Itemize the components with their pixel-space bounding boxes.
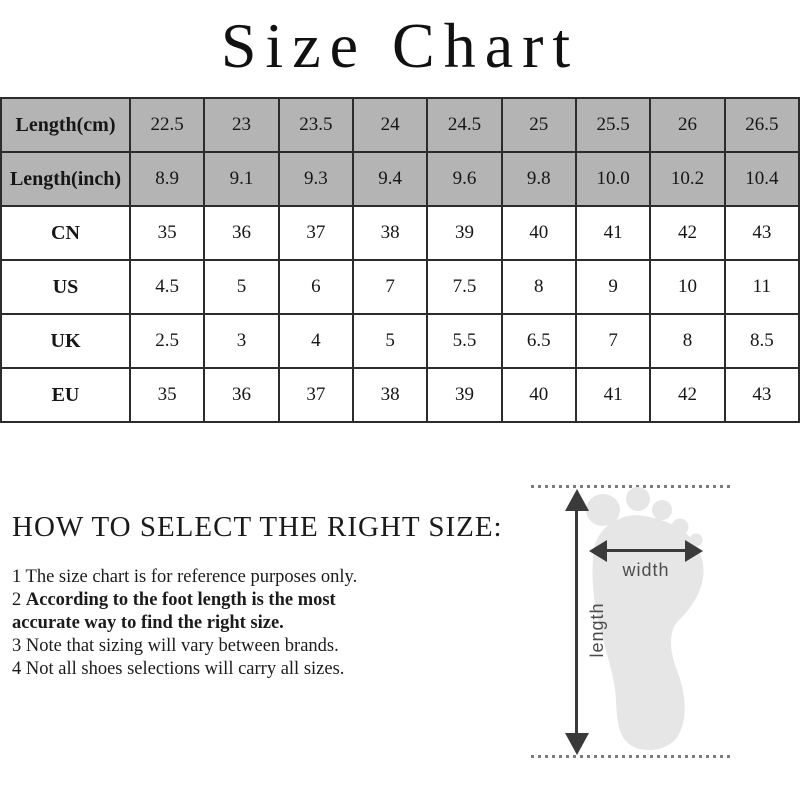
size-value-cell: 11 xyxy=(725,260,799,314)
size-value-cell: 36 xyxy=(204,206,278,260)
size-value-cell: 25 xyxy=(502,98,576,152)
size-value-cell: 24 xyxy=(353,98,427,152)
size-value-cell: 37 xyxy=(279,206,353,260)
size-value-cell: 5 xyxy=(204,260,278,314)
size-value-cell: 7.5 xyxy=(427,260,501,314)
note-number: 1 xyxy=(12,567,26,587)
size-value-cell: 39 xyxy=(427,206,501,260)
size-value-cell: 25.5 xyxy=(576,98,650,152)
size-value-cell: 35 xyxy=(130,206,204,260)
size-value-cell: 6.5 xyxy=(502,314,576,368)
note-line xyxy=(12,566,432,589)
note-text: According to the foot length is the most xyxy=(25,590,336,610)
size-value-cell: 41 xyxy=(576,368,650,422)
size-value-cell: 6 xyxy=(279,260,353,314)
size-value-cell: 9.6 xyxy=(427,152,501,206)
length-label: length xyxy=(587,602,607,658)
size-value-cell: 7 xyxy=(353,260,427,314)
size-value-cell: 10 xyxy=(650,260,724,314)
size-table xyxy=(0,97,800,423)
row-label-cell: UK xyxy=(1,314,130,368)
size-value-cell: 40 xyxy=(502,206,576,260)
size-value-cell: 9 xyxy=(576,260,650,314)
size-value-cell: 38 xyxy=(353,368,427,422)
row-label-cell: EU xyxy=(1,368,130,422)
note-number: 4 xyxy=(12,659,26,679)
guide-notes xyxy=(12,566,432,681)
guide-heading: HOW TO SELECT THE RIGHT SIZE: xyxy=(12,511,503,543)
size-value-cell: 9.3 xyxy=(279,152,353,206)
size-value-cell: 23 xyxy=(204,98,278,152)
row-label-cell: Length(inch) xyxy=(1,152,130,206)
row-label-cell: CN xyxy=(1,206,130,260)
size-value-cell: 26.5 xyxy=(725,98,799,152)
note-line xyxy=(12,589,432,612)
note-line xyxy=(12,612,432,635)
arrow-head-down xyxy=(565,733,589,755)
size-value-cell: 40 xyxy=(502,368,576,422)
width-arrow-icon xyxy=(589,540,703,562)
size-value-cell: 23.5 xyxy=(279,98,353,152)
size-value-cell: 8 xyxy=(502,260,576,314)
size-value-cell: 10.2 xyxy=(650,152,724,206)
size-table-body xyxy=(1,98,799,422)
size-value-cell: 10.4 xyxy=(725,152,799,206)
row-label-cell: US xyxy=(1,260,130,314)
arrow-head-right xyxy=(685,540,703,562)
size-value-cell: 7 xyxy=(576,314,650,368)
size-value-cell: 9.8 xyxy=(502,152,576,206)
size-value-cell: 22.5 xyxy=(130,98,204,152)
size-value-cell: 9.4 xyxy=(353,152,427,206)
size-value-cell: 10.0 xyxy=(576,152,650,206)
note-text: accurate way to find the right size. xyxy=(12,613,284,633)
note-text: The size chart is for reference purposes only. xyxy=(25,567,358,587)
size-value-cell: 24.5 xyxy=(427,98,501,152)
size-value-cell: 8.9 xyxy=(130,152,204,206)
arrow-shaft-vertical xyxy=(575,505,578,739)
size-value-cell: 42 xyxy=(650,206,724,260)
note-text: Note that sizing will vary between brands. xyxy=(25,636,339,656)
note-line xyxy=(12,635,432,658)
size-value-cell: 43 xyxy=(725,368,799,422)
size-value-cell: 8.5 xyxy=(725,314,799,368)
size-value-cell: 5.5 xyxy=(427,314,501,368)
size-value-cell: 3 xyxy=(204,314,278,368)
table-row xyxy=(1,368,799,422)
length-arrow-icon xyxy=(565,489,589,755)
size-value-cell: 37 xyxy=(279,368,353,422)
size-value-cell: 41 xyxy=(576,206,650,260)
table-row xyxy=(1,314,799,368)
table-row xyxy=(1,98,799,152)
size-value-cell: 4.5 xyxy=(130,260,204,314)
size-value-cell: 8 xyxy=(650,314,724,368)
size-value-cell: 42 xyxy=(650,368,724,422)
size-value-cell: 2.5 xyxy=(130,314,204,368)
arrow-shaft-horizontal xyxy=(603,549,689,552)
size-value-cell: 5 xyxy=(353,314,427,368)
size-value-cell: 35 xyxy=(130,368,204,422)
note-number: 3 xyxy=(12,636,26,656)
table-row xyxy=(1,206,799,260)
note-number: 2 xyxy=(12,590,26,610)
size-value-cell: 26 xyxy=(650,98,724,152)
size-value-cell: 39 xyxy=(427,368,501,422)
size-value-cell: 4 xyxy=(279,314,353,368)
note-line xyxy=(12,658,432,681)
table-row xyxy=(1,260,799,314)
table-row xyxy=(1,152,799,206)
note-text: Not all shoes selections will carry all sizes. xyxy=(25,659,345,679)
width-label: width xyxy=(622,560,670,580)
size-value-cell: 38 xyxy=(353,206,427,260)
row-label-cell: Length(cm) xyxy=(1,98,130,152)
size-value-cell: 36 xyxy=(204,368,278,422)
size-value-cell: 43 xyxy=(725,206,799,260)
size-value-cell: 9.1 xyxy=(204,152,278,206)
page-title: Size Chart xyxy=(220,10,580,81)
